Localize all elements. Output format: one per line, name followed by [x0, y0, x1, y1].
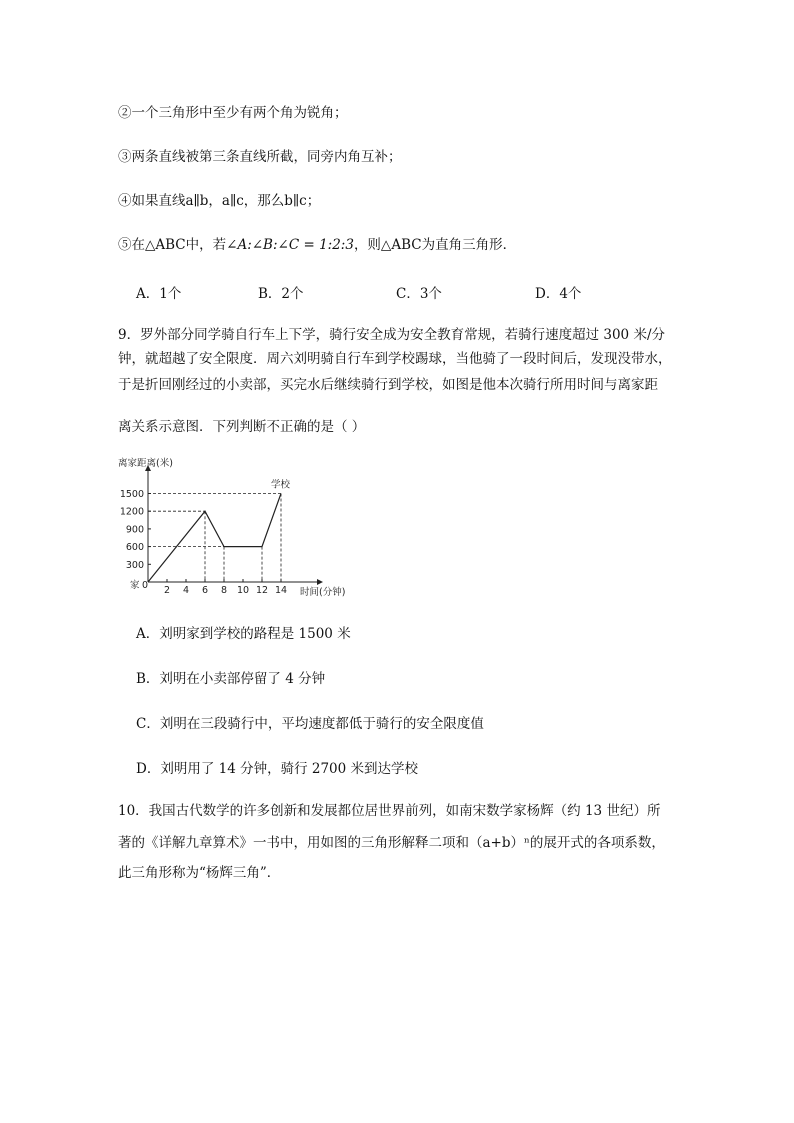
school-annotation: 学校	[271, 479, 291, 491]
q10-line-2: 著的《详解九章算术》一书中，用如图的三角形解释二项和（a+b）ⁿ的展开式的各项系数，	[118, 835, 665, 851]
q9-choice-c[interactable]: C．刘明在三段骑行中，平均速度都低于骑行的安全限度值	[136, 716, 484, 732]
q9-line-3: 于是折回刚经过的小卖部，买完水后继续骑行到学校，如图是他本次骑行所用时间与离家距	[118, 377, 658, 393]
q9-choice-d[interactable]: D．刘明用了 14 分钟，骑行 2700 米到达学校	[136, 761, 419, 777]
x-axis-label: 时间(分钟)	[300, 587, 346, 598]
q10-line-1: 10．我国古代数学的许多创新和发展都位居世界前列，如南宋数学家杨辉（约 13 世纪）所	[118, 803, 661, 819]
x-tick-label: 8	[220, 585, 228, 596]
y-tick-label: 300	[125, 559, 144, 571]
q8-option-c[interactable]: C．3个	[396, 286, 442, 302]
q9-choice-b[interactable]: B．刘明在小卖部停留了 4 分钟	[136, 671, 326, 687]
x-tick-label: 6	[201, 585, 209, 596]
x-tick-label: 0	[142, 580, 149, 591]
statement-5-prefix: ⑤在△ABC中，若	[118, 237, 227, 253]
q9-choice-a[interactable]: A．刘明家到学校的路程是 1500 米	[136, 626, 351, 642]
statement-5-suffix: ，则△ABC为直角三角形．	[353, 237, 517, 253]
q10-line-3: 此三角形称为“杨辉三角”．	[118, 865, 281, 881]
y-tick-label: 600	[125, 542, 144, 554]
x-tick-label: 2	[163, 585, 171, 596]
x-tick-label: 10	[236, 585, 250, 596]
y-axis-label: 离家距离(米)	[118, 458, 173, 469]
y-tick-label: 1500	[119, 489, 144, 500]
origin-home-label: 家	[130, 580, 140, 591]
statement-5-ratio: ∠A:∠B:∠C = 1:2:3	[226, 237, 354, 253]
statement-3: ③两条直线被第三条直线所截，同旁内角互补；	[118, 149, 402, 165]
x-tick-label: 4	[182, 585, 190, 596]
q8-option-b[interactable]: B．2个	[258, 286, 304, 302]
statement-4: ④如果直线a∥b，a∥c，那么b∥c；	[118, 193, 321, 209]
q8-option-a[interactable]: A．1个	[136, 286, 182, 302]
y-tick-label: 900	[125, 524, 144, 536]
statement-5	[118, 236, 516, 254]
x-tick-label: 14	[274, 585, 288, 596]
distance-time-chart	[110, 452, 370, 602]
q9-line-2: 钟，就超越了安全限度．周六刘明骑自行车到学校踢球，当他骑了一段时间后，发现没带水，	[118, 351, 672, 367]
q9-line-1: 9．罗外部分同学骑自行车上下学，骑行安全成为安全教育常规，若骑行速度超过 300 米/分	[118, 327, 665, 343]
q8-option-d[interactable]: D．4个	[535, 286, 582, 302]
q9-line-4: 离关系示意图．下列判断不正确的是（ ）	[118, 419, 366, 435]
y-tick-labels	[120, 489, 151, 571]
distance-line	[148, 494, 281, 583]
x-tick-label: 12	[255, 585, 269, 596]
statement-2: ②一个三角形中至少有两个角为锐角；	[118, 105, 348, 121]
guide-lines	[148, 494, 281, 583]
y-tick-label: 1200	[119, 506, 144, 518]
